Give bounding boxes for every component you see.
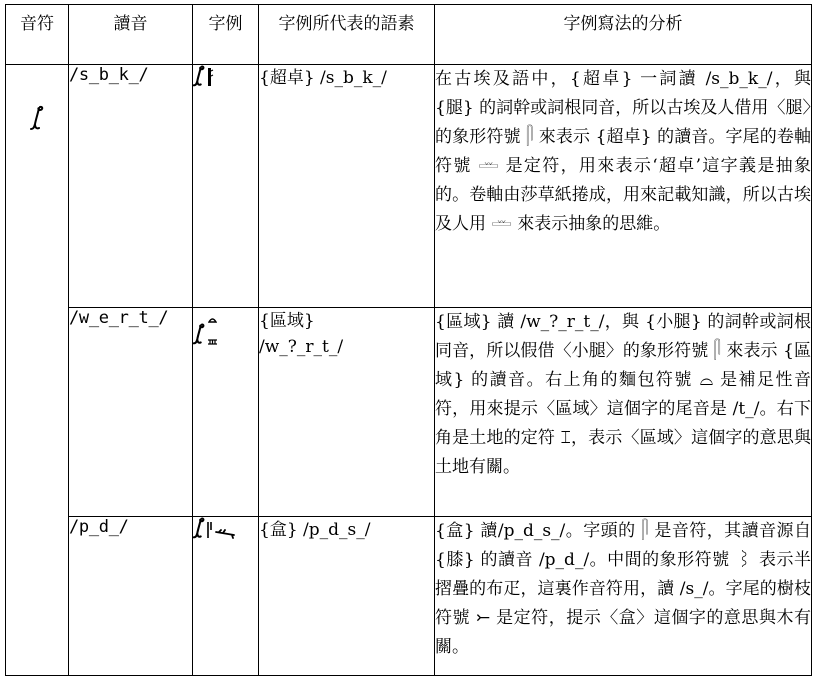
- swab-icon: [193, 323, 205, 349]
- folded-cloth-icon: [207, 521, 213, 543]
- swab-icon: [193, 65, 205, 91]
- morpheme-cell: [259, 308, 435, 517]
- example-glyphs: [193, 65, 214, 91]
- swab-icon: [193, 517, 205, 543]
- table-row: [6, 308, 812, 517]
- hieroglyph-table: [5, 4, 812, 676]
- example-glyphs: [193, 517, 235, 543]
- bread-loaf-icon: [208, 308, 217, 327]
- analysis-cell: {區域} 讀 /w_?_r_t_/，與 {小腿} 的詞幹或詞根同音，所以假借〈小腿〉的象形符號 𓋴 來表示 {區域} 的讀音。右上角的麵包符號 ⌓ 是補足性音符，用來提示〈區域〉這個字的尾音是 /t_/。右下角是土地的定符 ⌶，表示〈區域〉這個字的意思與土地有關。: [435, 308, 812, 517]
- table-row: [6, 65, 812, 308]
- uniliteral-sign-cell: [6, 65, 69, 676]
- branch-icon: [215, 524, 235, 543]
- analysis-cell: {盒} 讀/p_d_s_/。字頭的 𓋴 是音符，其讀音源自 {膝} 的讀音 /p_d_/。中間的象形符號 ⌇ 表示半摺疊的布疋，這裏作音符用，讀 /s_/。字尾的樹枝符號 ⤚ 是定符，提示〈盒〉這個字的意思與木有關。: [435, 517, 812, 676]
- example-glyphs: [193, 308, 218, 349]
- header-morpheme: 字例所代表的語素: [259, 5, 435, 65]
- papyrus-roll-icon: [207, 67, 214, 91]
- morpheme-line: /w_?_r_t_/: [259, 337, 344, 357]
- header-analysis: 字例寫法的分析: [435, 5, 812, 65]
- header-row: [6, 5, 812, 65]
- land-icon: [207, 330, 218, 349]
- header-sound: 讀音: [69, 5, 193, 65]
- sound-cell: /s_b_k_/: [69, 65, 193, 308]
- sound-cell: /p_d_/: [69, 517, 193, 676]
- header-example: 字例: [193, 5, 259, 65]
- analysis-cell: 在古埃及語中，{超卓} 一詞讀 /s_b_k_/，與 {腿} 的詞幹或詞根同音，所以古埃及人借用〈腿〉的象形符號 𓋴 來表示 {超卓} 的讀音。字尾的卷軸符號 𓏛 是定符，用來表示‘超卓’這字義是抽象的。卷軸由莎草紙捲成，用來記載知識，所以古埃及人用 𓏛 來表示抽象的思維。: [435, 65, 812, 308]
- example-cell: [193, 65, 259, 308]
- swab-icon: [30, 105, 44, 135]
- morpheme-cell: {盒} /p_d_s_/: [259, 517, 435, 676]
- morpheme-line: {區域}: [259, 311, 315, 331]
- example-cell: [193, 308, 259, 517]
- header-sign: 音符: [6, 5, 69, 65]
- sound-cell: /w_e_r_t_/: [69, 308, 193, 517]
- example-cell: [193, 517, 259, 676]
- stacked-glyphs: [207, 308, 218, 349]
- table-row: [6, 517, 812, 676]
- morpheme-cell: {超卓} /s_b_k_/: [259, 65, 435, 308]
